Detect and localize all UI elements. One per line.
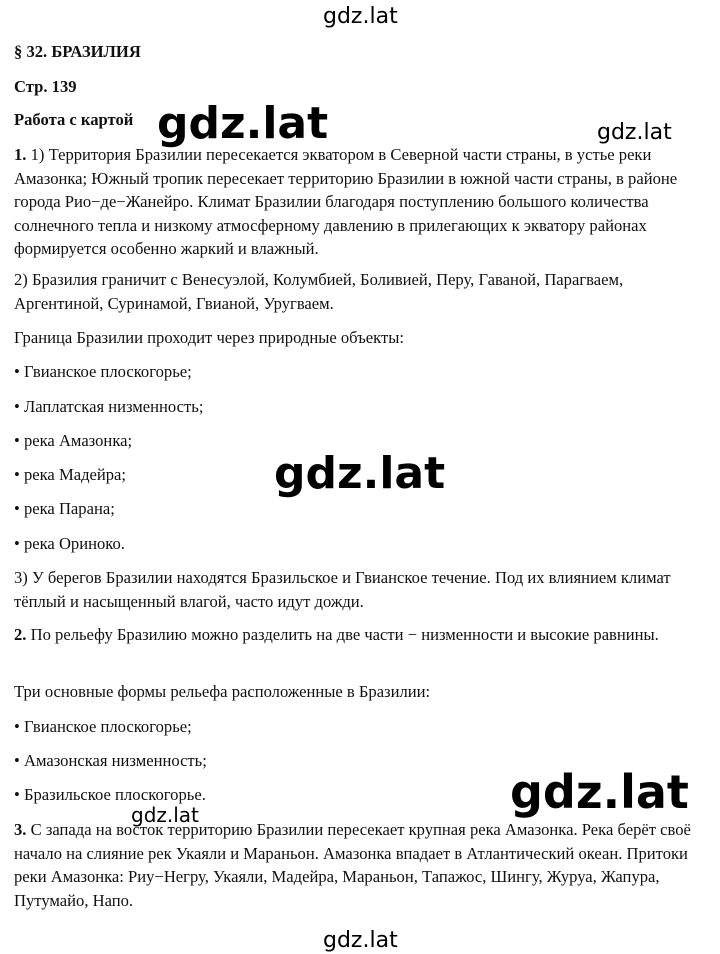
paragraph-forms: Три основные формы рельефа расположенные в Бразилии: (14, 682, 431, 701)
list-item: • река Ориноко. (14, 534, 125, 553)
paragraph-3 (14, 818, 704, 912)
paragraph-2 (14, 623, 704, 647)
list-item: • Амазонская низменность; (14, 751, 207, 770)
subtitle: Работа с картой (14, 110, 134, 129)
paragraph-border: Граница Бразилии проходит через природные объекты: (14, 328, 405, 347)
list-item: • Лаплатская низменность; (14, 397, 204, 416)
paragraph-2-text: По рельефу Бразилию можно разделить на две части − низменности и высокие равнины. (26, 625, 659, 644)
watermark-large: gdz.lat (157, 98, 329, 149)
task-number-1: 1. (14, 145, 27, 164)
list-item: • Гвианское плоскогорье; (14, 362, 192, 381)
paragraph-1-text: 1) Территория Бразилии пересекается экватором в Северной части страны, в устье реки Амазонка; Южный тропик пересекает территорию Бразилии в южной части страны, в районе города Рио−де−Жанейро. Климат Бразилии благодаря поступлению большого количества солнечного тепла и низкому атмосферному давлению в прилегающих к экватору районах формируется особенно жаркий и влажный. (14, 145, 678, 258)
watermark-top: gdz.lat (323, 4, 398, 29)
task-number-2: 2. (14, 625, 27, 644)
watermark-center: gdz.lat (274, 448, 446, 499)
paragraph-1-2: 2) Бразилия граничит с Венесуэлой, Колумбией, Боливией, Перу, Гаваной, Парагваем, Аргентиной, Суринамой, Гвианой, Уругваем. (14, 270, 624, 313)
list-item: • река Амазонка; (14, 431, 133, 450)
list-item: • река Мадейра; (14, 465, 127, 484)
list-item: • река Парана; (14, 499, 115, 518)
list-item: • Гвианское плоскогорье; (14, 717, 192, 736)
paragraph-1-3: 3) У берегов Бразилии находятся Бразильское и Гвианское течение. Под их влиянием климат тёплый и насыщенный влагой, часто идут дожди. (14, 568, 671, 611)
watermark-small-left: gdz.lat (131, 803, 199, 827)
watermark-bottom: gdz.lat (323, 928, 398, 953)
paragraph-1 (14, 143, 704, 261)
paragraph-3-text: С запада на восток территорию Бразилии пересекает крупная река Амазонка. Река берёт своё начало на слияние рек Укаяли и Мараньон. Амазонка впадает в Атлантический океан. Притоки реки Амазонка: Риу−Негру, Укаяли, Мадейра, Мараньон, Тапажос, Шингу, Журуа, Жапура, Путумайо, Напо. (14, 820, 691, 910)
watermark-small-right: gdz.lat (597, 120, 672, 145)
section-heading: § 32. БРАЗИЛИЯ (14, 42, 141, 61)
list-item: • Бразильское плоскогорье. (14, 785, 206, 804)
page-number: Стр. 139 (14, 77, 77, 96)
task-number-3: 3. (14, 820, 27, 839)
watermark-large-bottom: gdz.lat (510, 765, 689, 819)
